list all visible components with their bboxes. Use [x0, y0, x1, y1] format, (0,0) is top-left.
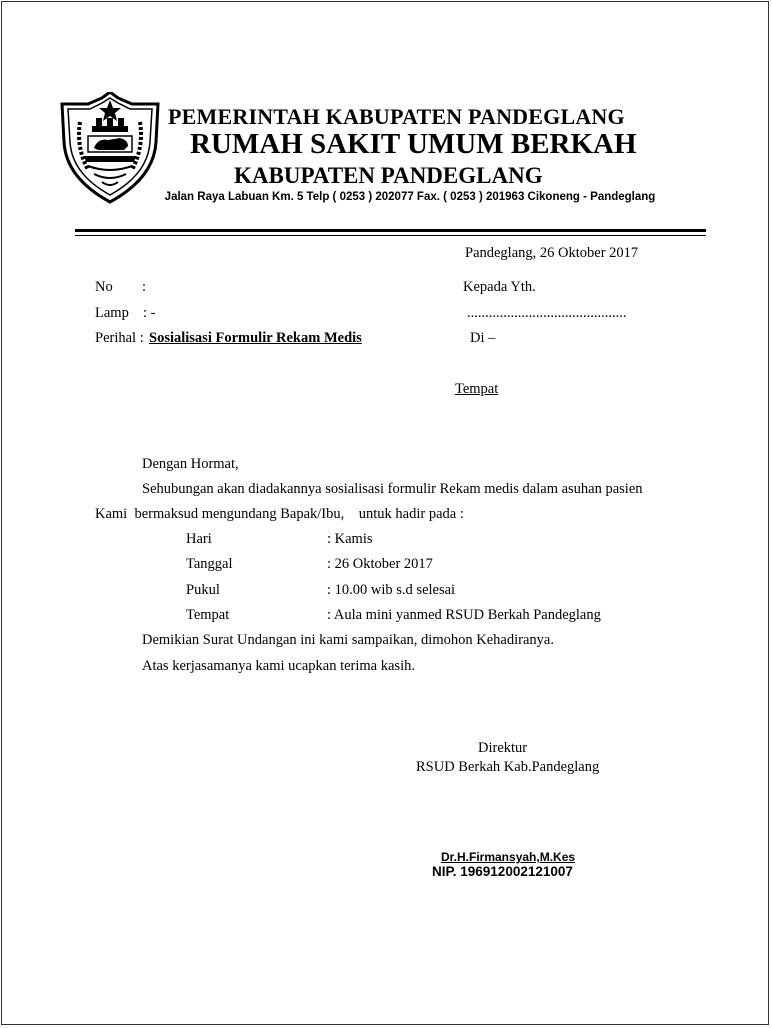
body-paragraph-2: Kami bermaksud mengundang Bapak/Ibu, untuk hadir pada :: [95, 506, 464, 522]
detail-value: : Kamis: [327, 531, 373, 547]
closing-paragraph-2: Atas kerjasamanya kami ucapkan terima kasih.: [142, 658, 415, 674]
signatory-title: Direktur: [478, 740, 528, 756]
place-date: Pandeglang, 26 Oktober 2017: [465, 245, 639, 261]
detail-label: Tempat: [186, 607, 230, 623]
signatory-organization: RSUD Berkah Kab.Pandeglang: [416, 759, 600, 775]
detail-label: Tanggal: [186, 556, 233, 572]
header-hospital-name: RUMAH SAKIT UMUM BERKAH: [190, 128, 637, 160]
body-paragraph-1: Sehubungan akan diadakannya sosialisasi formulir Rekam medis dalam asuhan pasien: [142, 481, 643, 497]
detail-value: : 26 Oktober 2017: [327, 556, 433, 572]
header-rule-thin: [75, 235, 706, 236]
greeting: Dengan Hormat,: [142, 456, 239, 472]
detail-value: : 10.00 wib s.d selesai: [327, 582, 456, 598]
signatory-nip: NIP. 196912002121007: [432, 864, 573, 879]
pandeglang-regency-coat-of-arms-icon: [58, 92, 162, 204]
detail-label: Hari: [186, 531, 212, 547]
header-government-line: PEMERINTAH KABUPATEN PANDEGLANG: [168, 104, 625, 129]
no-label: No: [95, 279, 113, 295]
perihal-label: Perihal :: [95, 330, 144, 346]
no-value: :: [142, 279, 147, 295]
header-address: Jalan Raya Labuan Km. 5 Telp ( 0253 ) 202077 Fax. ( 0253 ) 201963 Cikoneng - Pandeglang: [164, 191, 656, 203]
recipient-place: Tempat: [455, 381, 499, 397]
header-rule-thick: [75, 229, 706, 232]
signatory-name: Dr.H.Firmansyah,M.Kes: [441, 850, 576, 864]
lamp-label: Lamp: [95, 305, 129, 321]
recipient-line2: ............................................: [467, 305, 627, 321]
detail-label: Pukul: [186, 582, 220, 598]
detail-value: : Aula mini yanmed RSUD Berkah Pandeglang: [327, 607, 601, 623]
recipient-line1: Kepada Yth.: [463, 279, 536, 295]
header-regency-line: KABUPATEN PANDEGLANG: [234, 163, 543, 188]
recipient-line3: Di –: [470, 330, 496, 346]
closing-paragraph-1: Demikian Surat Undangan ini kami sampaikan, dimohon Kehadiranya.: [142, 632, 554, 648]
perihal-value: Sosialisasi Formulir Rekam Medis: [149, 330, 362, 346]
lamp-value: : -: [143, 305, 156, 321]
